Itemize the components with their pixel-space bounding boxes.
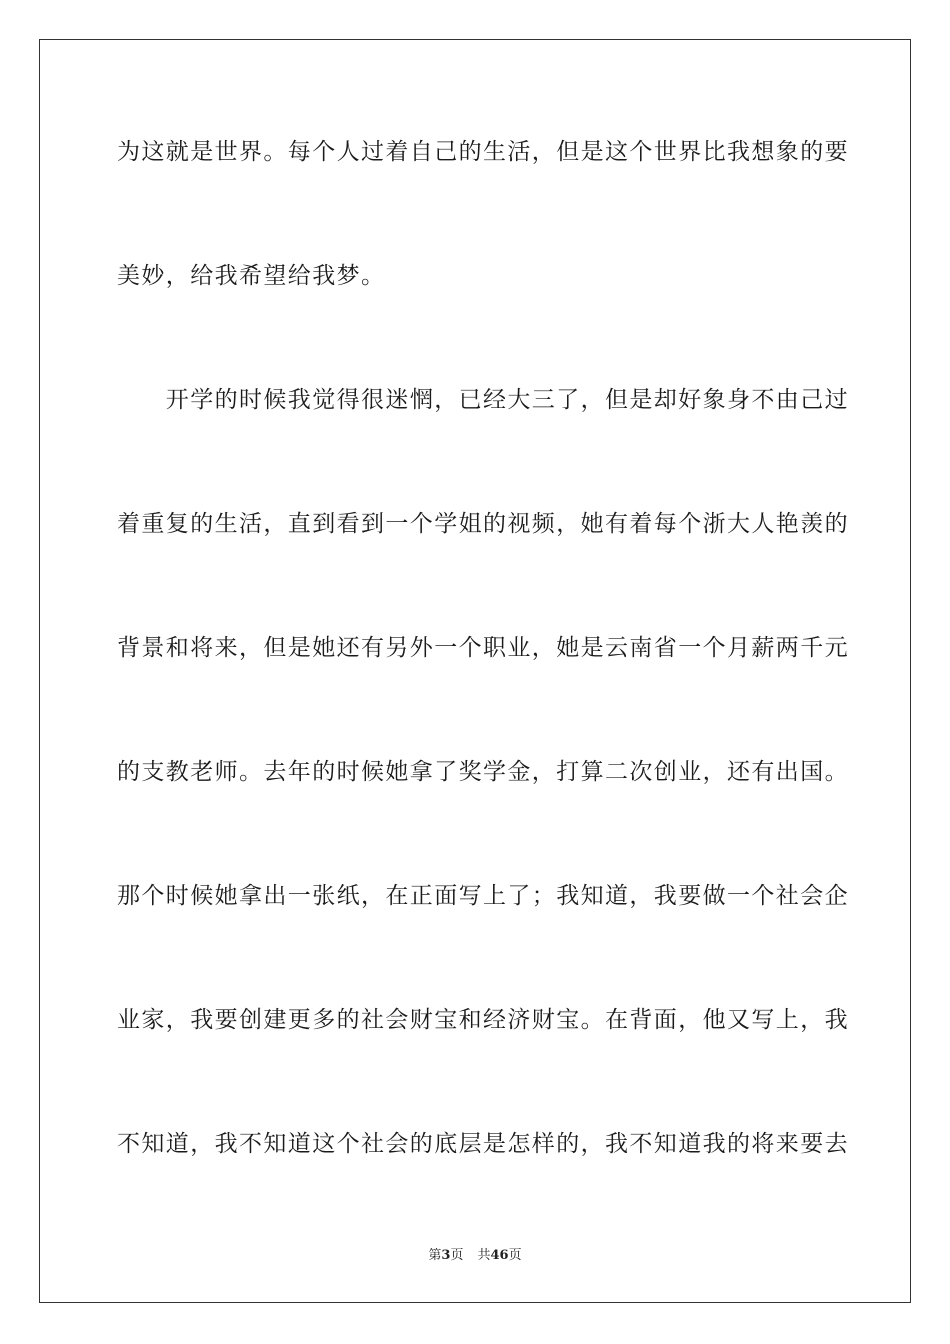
body-text-line-4: 着重复的生活，直到看到一个学姐的视频，她有着每个浙大人艳羡的	[117, 511, 849, 537]
body-text-line-9: 不知道，我不知道这个社会的底层是怎样的，我不知道我的将来要去	[117, 1131, 849, 1157]
page-prefix: 第	[428, 1248, 442, 1263]
body-text-line-1: 为这就是世界。每个人过着自己的生活，但是这个世界比我想象的要	[117, 139, 849, 165]
page-border	[39, 39, 911, 1303]
body-text-line-7: 那个时候她拿出一张纸，在正面写上了；我知道，我要做一个社会企	[117, 883, 849, 909]
body-text-line-8: 业家，我要创建更多的社会财宝和经济财宝。在背面，他又写上，我	[117, 1007, 849, 1033]
total-pages: 46	[490, 1248, 509, 1263]
total-suffix: 页	[508, 1248, 522, 1263]
body-text-line-6: 的支教老师。去年的时候她拿了奖学金，打算二次创业，还有出国。	[117, 759, 849, 785]
total-prefix: 共	[477, 1248, 491, 1263]
page-number: 3	[441, 1248, 451, 1263]
body-text-line-2: 美妙，给我希望给我梦。	[117, 263, 386, 289]
body-text-line-5: 背景和将来，但是她还有另外一个职业，她是云南省一个月薪两千元	[117, 635, 849, 661]
body-text-line-3: 开学的时候我觉得很迷惘，已经大三了，但是却好象身不由己过	[117, 387, 849, 413]
page-footer	[0, 1247, 950, 1265]
page-suffix: 页	[450, 1248, 464, 1263]
